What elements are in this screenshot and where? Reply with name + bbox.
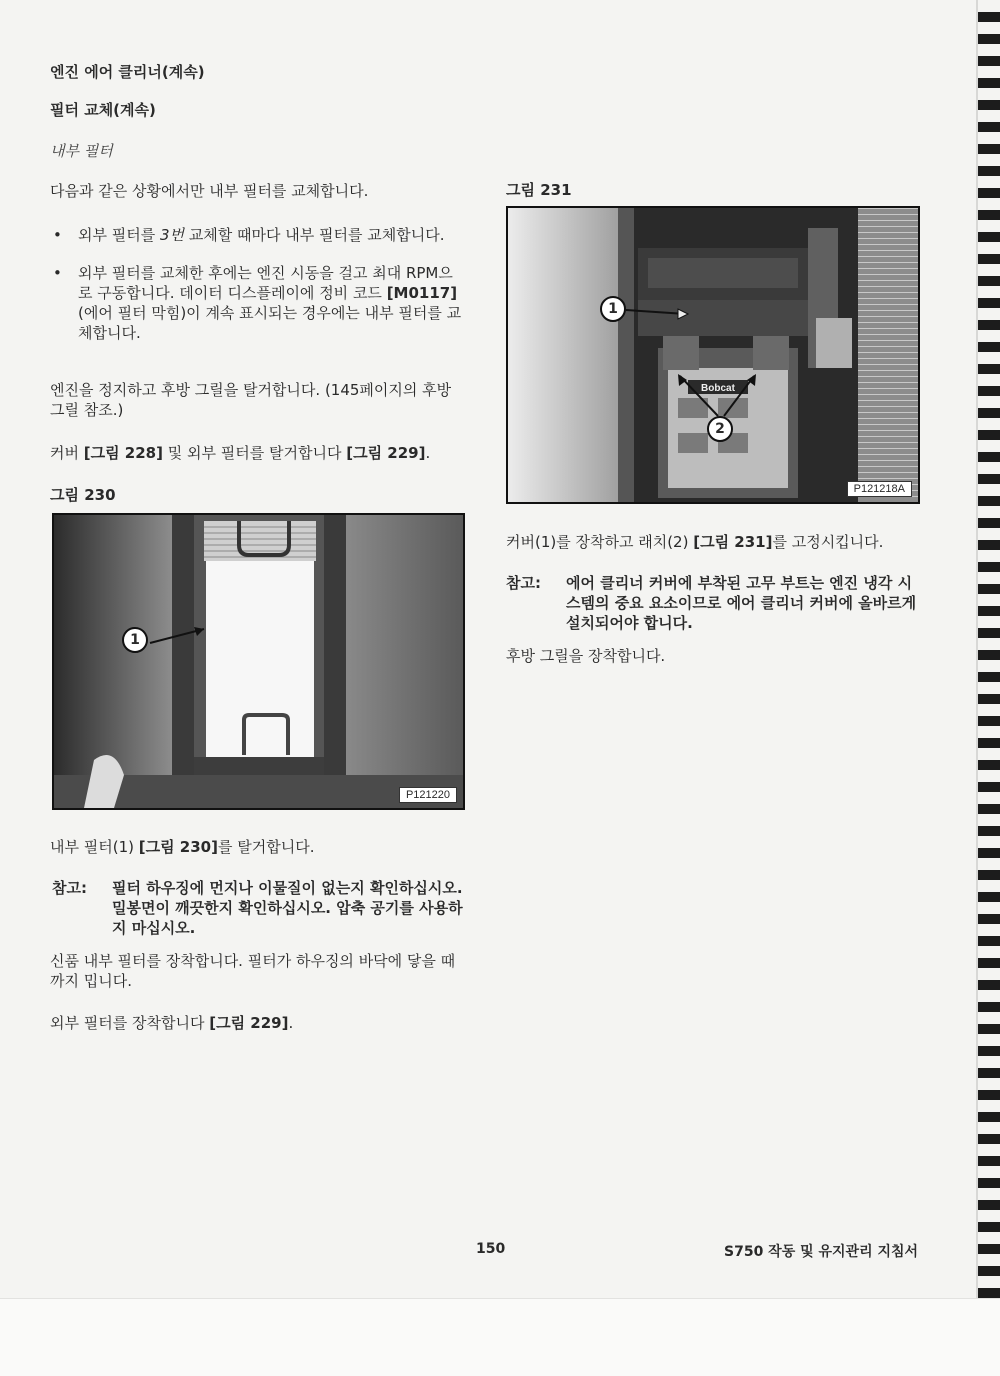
- callout-1: 1: [600, 296, 626, 322]
- note-text: 에어 클리너 커버에 부착된 고무 부트는 엔진 냉각 시스템의 중요 요소이므로 에어 클리너 커버에 올바르게 설치되어야 합니다.: [566, 574, 917, 632]
- note-text: 필터 하우징에 먼지나 이물질이 없는지 확인하십시오. 밀봉면이 깨끗한지 확인하십시오. 압축 공기를 사용하지 마십시오.: [112, 879, 463, 937]
- figure-230-code: P121220: [399, 787, 457, 803]
- figure-ref: [그림 229]: [346, 444, 426, 462]
- step-install-new: 신품 내부 필터를 장착합니다. 필터가 하우징의 바닥에 닿을 때까지 밉니다.: [50, 952, 456, 990]
- step-text: 내부 필터(1): [50, 838, 139, 856]
- intro-text: 다음과 같은 상황에서만 내부 필터를 교체합니다.: [50, 182, 369, 200]
- step-stop-engine: 엔진을 정지하고 후방 그릴을 탈거합니다. (145페이지의 후방 그릴 참조.): [50, 381, 452, 419]
- figure-ref: [그림 228]: [83, 444, 163, 462]
- bullet-item: [50, 225, 462, 245]
- step-text: 외부 필터를 장착합니다: [50, 1014, 210, 1032]
- bullet-text-tail: (에어 필터 막힘)이 계속 표시되는 경우에는 내부 필터를 교체합니다.: [78, 304, 462, 342]
- spiral-binding: [978, 0, 1000, 1300]
- note-rubber-boot: [506, 573, 918, 633]
- callout-1: 1: [122, 627, 148, 653]
- bullet-text-tail: 교체할 때마다 내부 필터를 교체합니다.: [184, 226, 445, 244]
- page-bottom-edge: [0, 1298, 1000, 1376]
- figure-230-label: 그림 230: [50, 486, 116, 504]
- page-number: 150: [476, 1241, 506, 1257]
- bullet-list: [50, 225, 462, 361]
- step-install-outer: [50, 1013, 462, 1033]
- callout-2: 2: [707, 416, 733, 442]
- step-text: 를 탈거합니다.: [217, 838, 315, 856]
- step-remove-inner: [50, 837, 462, 857]
- section-title: 엔진 에어 클리너(계속): [50, 63, 205, 81]
- step-text: 및 외부 필터를 탈거합니다: [162, 444, 347, 462]
- figure-230-photo: [52, 513, 465, 810]
- bullet-item: [50, 263, 462, 343]
- step-install-cover: [506, 532, 918, 552]
- manual-title: S750 작동 및 유지관리 지침서: [724, 1244, 919, 1260]
- figure-231-code: P121218A: [847, 481, 912, 497]
- figure-231-photo: [506, 206, 920, 504]
- note-housing: [52, 878, 464, 938]
- bullet-text: 외부 필터를: [78, 226, 160, 244]
- brand-text: Bobcat: [701, 383, 735, 394]
- bullet-dot: •: [53, 226, 62, 244]
- figure-ref: [그림 231]: [693, 533, 773, 551]
- step-text: 커버: [50, 444, 84, 462]
- subsection-title: 필터 교체(계속): [50, 101, 156, 119]
- note-label: 참고:: [506, 574, 541, 592]
- step-text: 커버(1)를 장착하고 래치(2): [506, 533, 694, 551]
- bullet-text: 외부 필터를 교체한 후에는 엔진 시동을 걸고 최대 RPM으로 구동합니다. 데이터 디스플레이에 정비 코드: [78, 264, 453, 302]
- bullet-dot: •: [53, 264, 62, 282]
- binding-edge: [976, 0, 978, 1300]
- bullet-emphasis: 3번: [160, 226, 185, 244]
- step-remove-cover: [50, 443, 462, 463]
- step-text: 를 고정시킵니다.: [772, 533, 884, 551]
- note-label: 참고:: [52, 879, 87, 897]
- figure-ref: [그림 229]: [209, 1014, 289, 1032]
- sub-heading: 내부 필터: [50, 142, 113, 160]
- figure-ref: [그림 230]: [138, 838, 218, 856]
- figure-231-label: 그림 231: [506, 181, 572, 199]
- step-text: .: [288, 1014, 294, 1032]
- step-install-grill: 후방 그릴을 장착합니다.: [506, 647, 666, 665]
- service-code: [M0117]: [386, 284, 458, 302]
- step-text: .: [425, 444, 431, 462]
